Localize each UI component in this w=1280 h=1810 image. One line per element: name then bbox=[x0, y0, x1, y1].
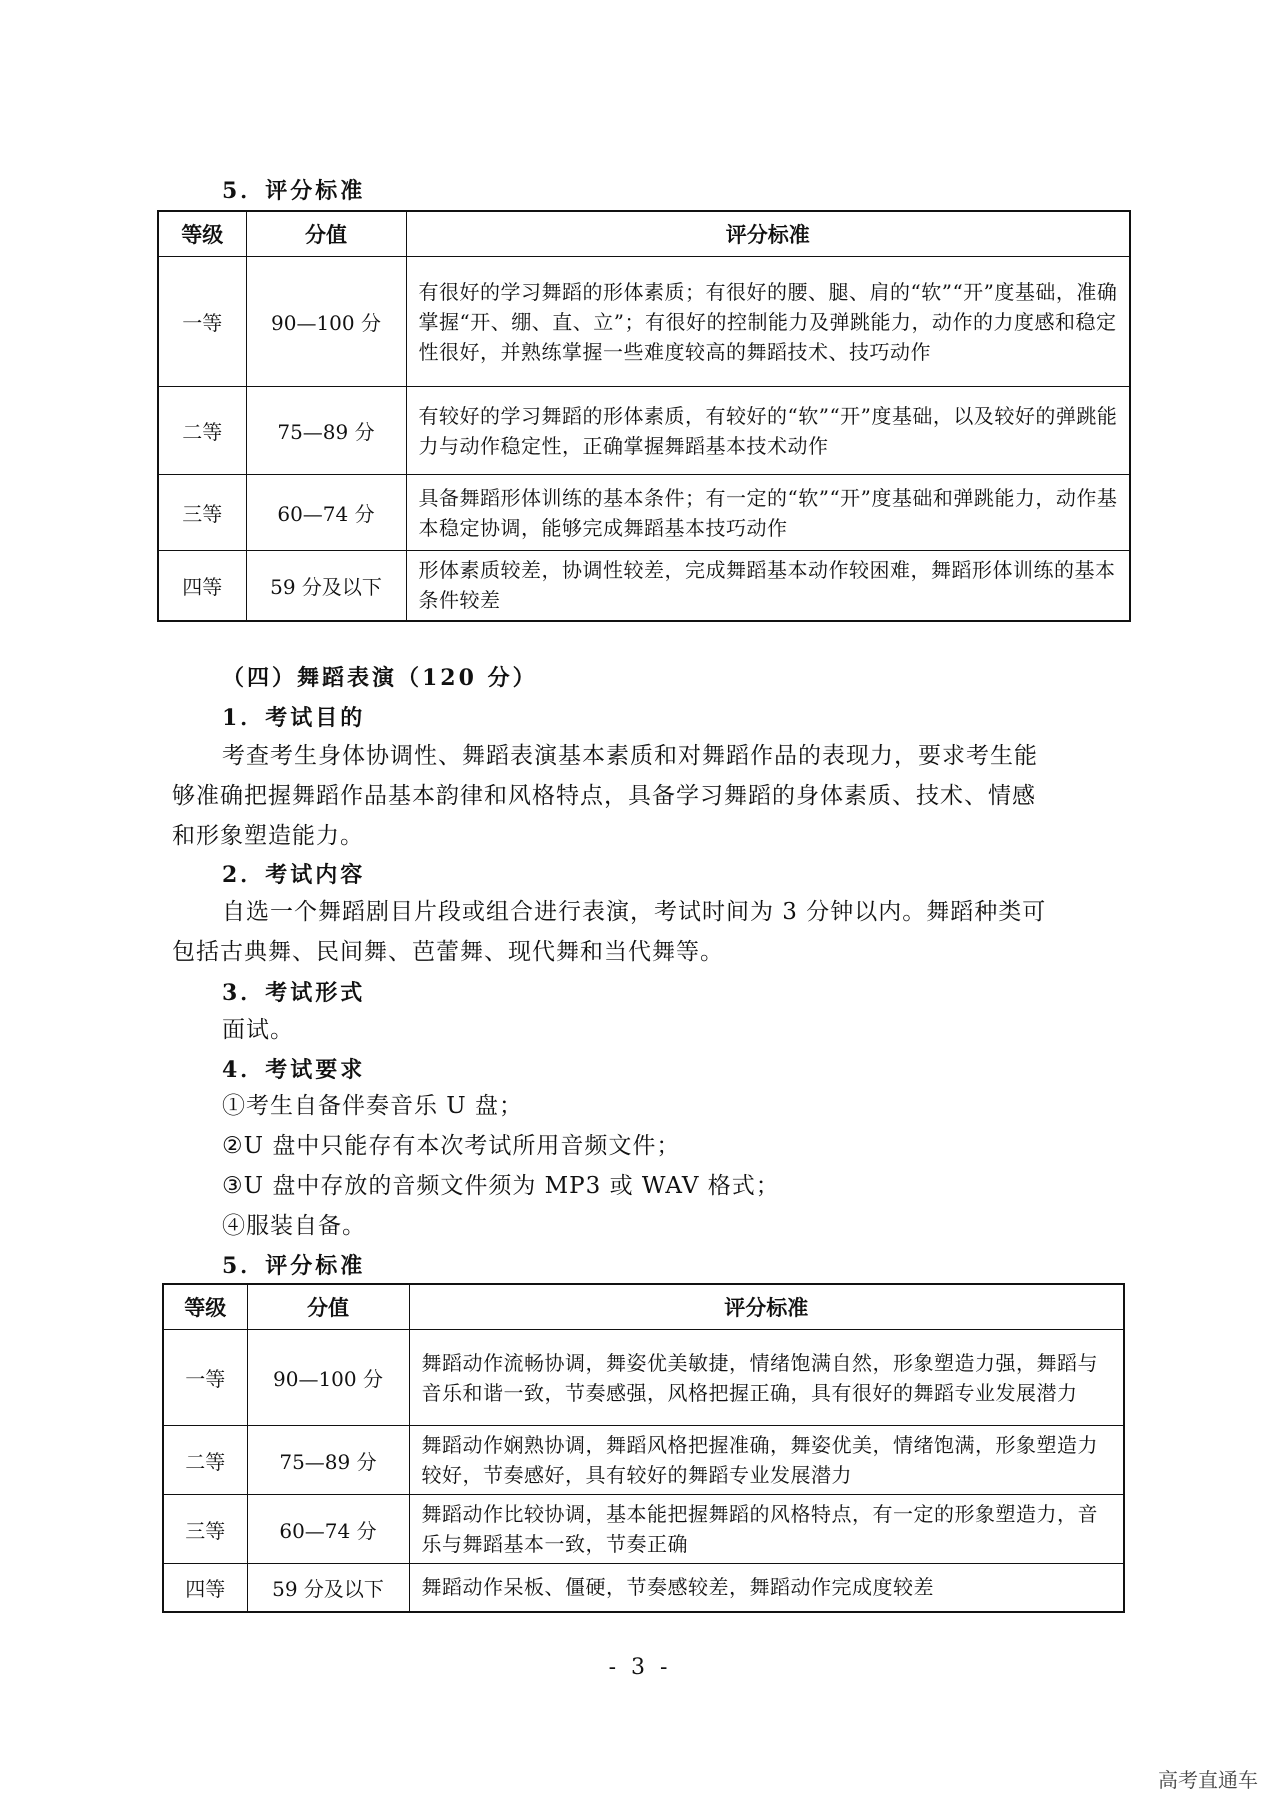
table-row bbox=[158, 387, 1130, 475]
heading-exam-form: 3．考试形式 bbox=[222, 980, 366, 1006]
grade-cell: 四等 bbox=[158, 551, 246, 621]
grade-cell: 三等 bbox=[158, 475, 246, 551]
score-cell: 60—74 分 bbox=[247, 1495, 409, 1564]
criteria-cell: 具备舞蹈形体训练的基本条件；有一定的“软”“开”度基础和弹跳能力，动作基本稳定协调，能够完成舞蹈基本技巧动作 bbox=[406, 475, 1130, 551]
scoring-table-1 bbox=[157, 210, 1131, 622]
heading-exam-purpose: 1．考试目的 bbox=[222, 705, 366, 731]
table-row bbox=[158, 257, 1130, 387]
table-row bbox=[163, 1330, 1124, 1426]
section-heading-scoring-2: 5．评分标准 bbox=[222, 1253, 366, 1279]
heading-exam-content: 2．考试内容 bbox=[222, 862, 366, 888]
table-row bbox=[163, 1564, 1124, 1612]
criteria-cell: 形体素质较差，协调性较差，完成舞蹈基本动作较困难，舞蹈形体训练的基本条件较差 bbox=[406, 551, 1130, 621]
score-cell: 59 分及以下 bbox=[246, 551, 406, 621]
heading-exam-requirements: 4．考试要求 bbox=[222, 1057, 366, 1083]
score-cell: 59 分及以下 bbox=[247, 1564, 409, 1612]
header-grade: 等级 bbox=[163, 1284, 247, 1330]
purpose-line: 和形象塑造能力。 bbox=[172, 823, 364, 849]
score-cell: 60—74 分 bbox=[246, 475, 406, 551]
criteria-cell: 有很好的学习舞蹈的形体素质；有很好的腰、腿、肩的“软”“开”度基础，准确掌握“开、绷、直、立”；有很好的控制能力及弹跳能力，动作的力度感和稳定性很好，并熟练掌握一些难度较高的舞蹈技术、技巧动作 bbox=[406, 257, 1130, 387]
grade-cell: 四等 bbox=[163, 1564, 247, 1612]
score-cell: 90—100 分 bbox=[246, 257, 406, 387]
table-row bbox=[158, 551, 1130, 621]
header-criteria: 评分标准 bbox=[409, 1284, 1124, 1330]
criteria-cell: 有较好的学习舞蹈的形体素质，有较好的“软”“开”度基础，以及较好的弹跳能力与动作稳定性，正确掌握舞蹈基本技术动作 bbox=[406, 387, 1130, 475]
table-header-row bbox=[158, 211, 1130, 257]
score-cell: 90—100 分 bbox=[247, 1330, 409, 1426]
header-score: 分值 bbox=[247, 1284, 409, 1330]
form-text: 面试。 bbox=[222, 1017, 294, 1043]
section-heading-scoring-1: 5．评分标准 bbox=[222, 178, 366, 204]
score-cell: 75—89 分 bbox=[247, 1426, 409, 1495]
table-row bbox=[163, 1495, 1124, 1564]
scoring-table-2 bbox=[162, 1283, 1125, 1613]
score-cell: 75—89 分 bbox=[246, 387, 406, 475]
section-title-dance-performance: （四）舞蹈表演（120 分） bbox=[222, 665, 538, 691]
grade-cell: 二等 bbox=[163, 1426, 247, 1495]
criteria-cell: 舞蹈动作娴熟协调，舞蹈风格把握准确，舞姿优美，情绪饱满，形象塑造力较好，节奏感好，具有较好的舞蹈专业发展潜力 bbox=[409, 1426, 1124, 1495]
purpose-line: 够准确把握舞蹈作品基本韵律和风格特点，具备学习舞蹈的身体素质、技术、情感 bbox=[172, 783, 1036, 809]
grade-cell: 三等 bbox=[163, 1495, 247, 1564]
requirement-item: ③U 盘中存放的音频文件须为 MP3 或 WAV 格式； bbox=[222, 1173, 780, 1199]
criteria-cell: 舞蹈动作比较协调，基本能把握舞蹈的风格特点，有一定的形象塑造力，音乐与舞蹈基本一致，节奏正确 bbox=[409, 1495, 1124, 1564]
header-score: 分值 bbox=[246, 211, 406, 257]
purpose-line: 考查考生身体协调性、舞蹈表演基本素质和对舞蹈作品的表现力，要求考生能 bbox=[222, 743, 1038, 769]
grade-cell: 二等 bbox=[158, 387, 246, 475]
table-row bbox=[163, 1426, 1124, 1495]
criteria-cell: 舞蹈动作流畅协调，舞姿优美敏捷，情绪饱满自然，形象塑造力强，舞蹈与音乐和谐一致，节奏感强，风格把握正确，具有很好的舞蹈专业发展潜力 bbox=[409, 1330, 1124, 1426]
requirement-item: ②U 盘中只能存有本次考试所用音频文件； bbox=[222, 1133, 681, 1159]
page-number: - 3 - bbox=[608, 1655, 672, 1680]
content-line: 自选一个舞蹈剧目片段或组合进行表演，考试时间为 3 分钟以内。舞蹈种类可 bbox=[222, 899, 1047, 925]
table-row bbox=[158, 475, 1130, 551]
criteria-cell: 舞蹈动作呆板、僵硬，节奏感较差，舞蹈动作完成度较差 bbox=[409, 1564, 1124, 1612]
requirement-item: ④服装自备。 bbox=[222, 1213, 366, 1239]
header-grade: 等级 bbox=[158, 211, 246, 257]
grade-cell: 一等 bbox=[158, 257, 246, 387]
grade-cell: 一等 bbox=[163, 1330, 247, 1426]
requirement-item: ①考生自备伴奏音乐 U 盘； bbox=[222, 1093, 524, 1119]
table-header-row bbox=[163, 1284, 1124, 1330]
watermark-text: 高考直通车 bbox=[1158, 1768, 1258, 1792]
header-criteria: 评分标准 bbox=[406, 211, 1130, 257]
content-line: 包括古典舞、民间舞、芭蕾舞、现代舞和当代舞等。 bbox=[172, 939, 724, 965]
